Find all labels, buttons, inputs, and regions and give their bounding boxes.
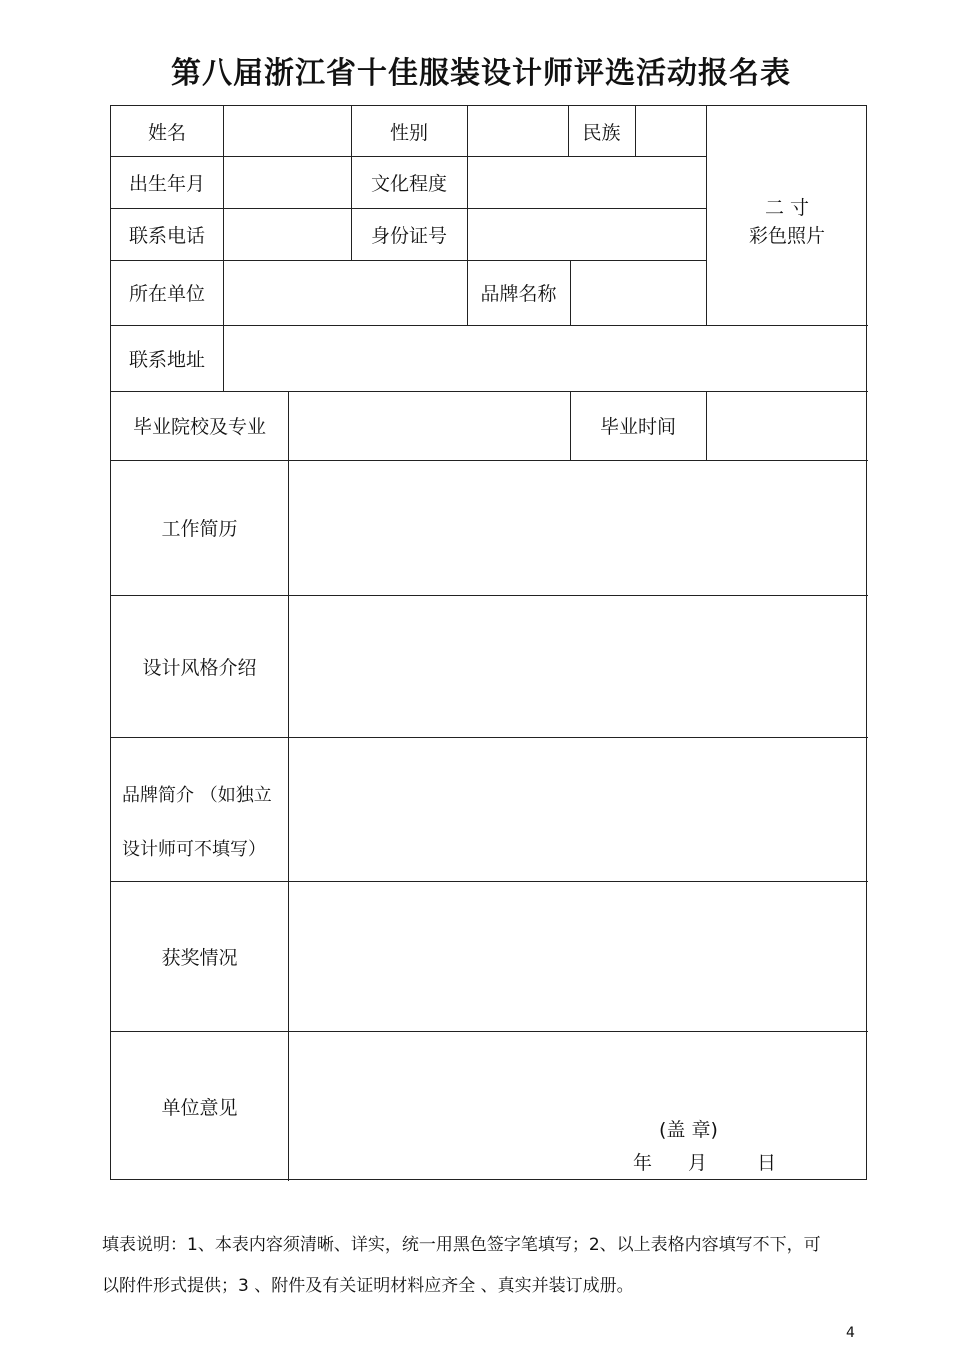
label-birth: 出生年月 <box>128 172 205 195</box>
input-id-number[interactable] <box>467 208 706 260</box>
photo-size-label: 二 寸 <box>764 197 810 219</box>
seal-year: 年 <box>633 1152 653 1174</box>
input-design-style[interactable] <box>288 595 868 737</box>
label-school-major: 毕业院校及专业 <box>132 416 266 438</box>
input-phone[interactable] <box>223 208 351 260</box>
brand-intro-line1: 品牌简介 （如独立 <box>122 785 272 806</box>
label-unit-opinion: 单位意见 <box>161 1096 238 1119</box>
input-birth[interactable] <box>223 156 351 208</box>
input-school-major[interactable] <box>288 391 570 460</box>
input-employer[interactable] <box>223 260 467 325</box>
instructions-line2: 以附件形式提供；3 、附件及有关证明材料应齐全 、真实并装订成册。 <box>102 1276 634 1296</box>
input-ethnicity[interactable] <box>635 106 706 156</box>
label-gender: 性别 <box>389 121 428 144</box>
label-work-history: 工作简历 <box>161 518 238 540</box>
photo-type-label: 彩色照片 <box>748 225 825 247</box>
instructions-note <box>102 1225 872 1307</box>
page-number: 4 <box>846 1325 855 1341</box>
seal-month: 月 <box>688 1152 708 1174</box>
input-awards[interactable] <box>288 881 868 1031</box>
input-brand-name[interactable] <box>570 260 706 325</box>
input-address[interactable] <box>223 325 868 391</box>
label-address: 联系地址 <box>128 348 205 371</box>
input-work-history[interactable] <box>288 460 868 595</box>
label-employer: 所在单位 <box>128 283 205 305</box>
label-phone: 联系电话 <box>128 224 205 247</box>
input-gender[interactable] <box>467 106 568 156</box>
input-unit-opinion[interactable] <box>288 1031 868 1181</box>
label-awards: 获奖情况 <box>161 946 238 969</box>
brand-intro-line2: 设计师可不填写） <box>122 839 266 860</box>
input-grad-time[interactable] <box>706 391 868 460</box>
label-ethnicity: 民族 <box>582 121 621 144</box>
input-education[interactable] <box>467 156 706 208</box>
instructions-line1: 填表说明：1、本表内容须清晰、详实，统一用黑色签字笔填写；2、以上表格内容填写不下，可 <box>102 1235 821 1255</box>
photo-placeholder[interactable] <box>707 194 867 250</box>
label-brand-name: 品牌名称 <box>480 283 557 305</box>
label-education: 文化程度 <box>370 172 447 195</box>
label-grad-time: 毕业时间 <box>599 416 676 438</box>
label-design-style: 设计风格介绍 <box>142 656 257 679</box>
label-id-number: 身份证号 <box>370 224 447 247</box>
seal-day: 日 <box>757 1152 777 1174</box>
label-brand-intro <box>111 737 288 881</box>
input-brand-intro[interactable] <box>288 737 868 881</box>
label-name: 姓名 <box>147 121 186 144</box>
input-name[interactable] <box>223 106 351 156</box>
form-title: 第八届浙江省十佳服装设计师评选活动报名表 <box>171 56 791 91</box>
seal-stamp: (盖 章) <box>659 1119 718 1141</box>
registration-form-table <box>110 105 867 1180</box>
